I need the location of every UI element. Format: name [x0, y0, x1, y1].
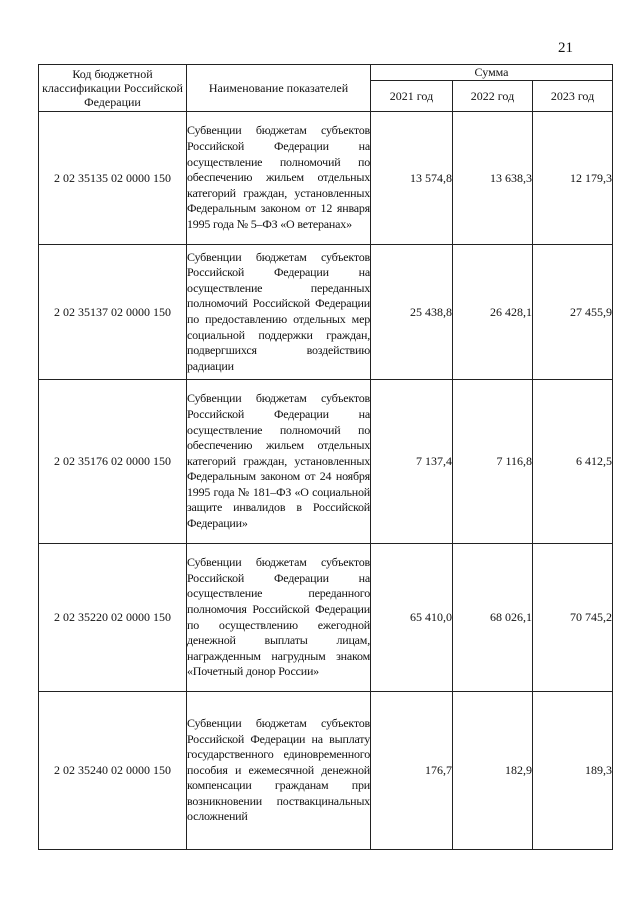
header-code: Код бюджетной классификации Российской Федерации — [39, 65, 187, 112]
header-year-2023: 2023 год — [533, 81, 613, 112]
row-name: Субвенции бюджетам субъектов Российской Федерации на осуществление полномочий по обеспечению жильем отдельных категорий граждан, установленных Федеральным законом от 12 января 1995 года № 5–ФЗ «О ветеранах» — [187, 112, 371, 245]
row-value-2021: 65 410,0 — [371, 544, 453, 692]
row-value-2021: 25 438,8 — [371, 245, 453, 380]
page-number: 21 — [558, 40, 573, 56]
table-row — [39, 245, 613, 380]
row-name: Субвенции бюджетам субъектов Российской Федерации на осуществление полномочий по обеспечению жильем отдельных категорий граждан, установленных Федеральным законом от 24 ноября 1995 года № 181–ФЗ «О социальной защите инвалидов в Российской Федерации» — [187, 380, 371, 544]
row-code: 2 02 35135 02 0000 150 — [39, 112, 187, 245]
row-value-2023: 27 455,9 — [533, 245, 613, 380]
row-name: Субвенции бюджетам субъектов Российской Федерации на выплату государственного единовременного пособия и ежемесячной денежной компенсации гражданам при возникновении поствакцинальных осложнений — [187, 692, 371, 850]
row-value-2022: 182,9 — [453, 692, 533, 850]
header-sum: Сумма — [371, 65, 613, 81]
table-row — [39, 380, 613, 544]
row-value-2021: 13 574,8 — [371, 112, 453, 245]
row-value-2023: 12 179,3 — [533, 112, 613, 245]
table-header-row — [39, 65, 613, 81]
table-row — [39, 112, 613, 245]
row-name: Субвенции бюджетам субъектов Российской Федерации на осуществление переданных полномочий Российской Федерации по предоставлению отдельных мер социальной поддержки граждан, подвергшихся воздействию радиации — [187, 245, 371, 380]
header-year-2022: 2022 год — [453, 81, 533, 112]
row-value-2023: 6 412,5 — [533, 380, 613, 544]
row-value-2022: 7 116,8 — [453, 380, 533, 544]
row-value-2023: 189,3 — [533, 692, 613, 850]
table-row — [39, 544, 613, 692]
row-value-2023: 70 745,2 — [533, 544, 613, 692]
header-year-2021: 2021 год — [371, 81, 453, 112]
row-code: 2 02 35240 02 0000 150 — [39, 692, 187, 850]
budget-table — [38, 64, 613, 850]
row-value-2021: 176,7 — [371, 692, 453, 850]
table-row — [39, 692, 613, 850]
header-name: Наименование показателей — [187, 65, 371, 112]
row-value-2022: 26 428,1 — [453, 245, 533, 380]
row-code: 2 02 35220 02 0000 150 — [39, 544, 187, 692]
row-value-2021: 7 137,4 — [371, 380, 453, 544]
row-code: 2 02 35176 02 0000 150 — [39, 380, 187, 544]
row-value-2022: 13 638,3 — [453, 112, 533, 245]
row-value-2022: 68 026,1 — [453, 544, 533, 692]
row-code: 2 02 35137 02 0000 150 — [39, 245, 187, 380]
row-name: Субвенции бюджетам субъектов Российской Федерации на осуществление переданного полномочия Российской Федерации по осуществлению ежегодной денежной выплаты лицам, награжденным нагрудным знаком «Почетный донор России» — [187, 544, 371, 692]
